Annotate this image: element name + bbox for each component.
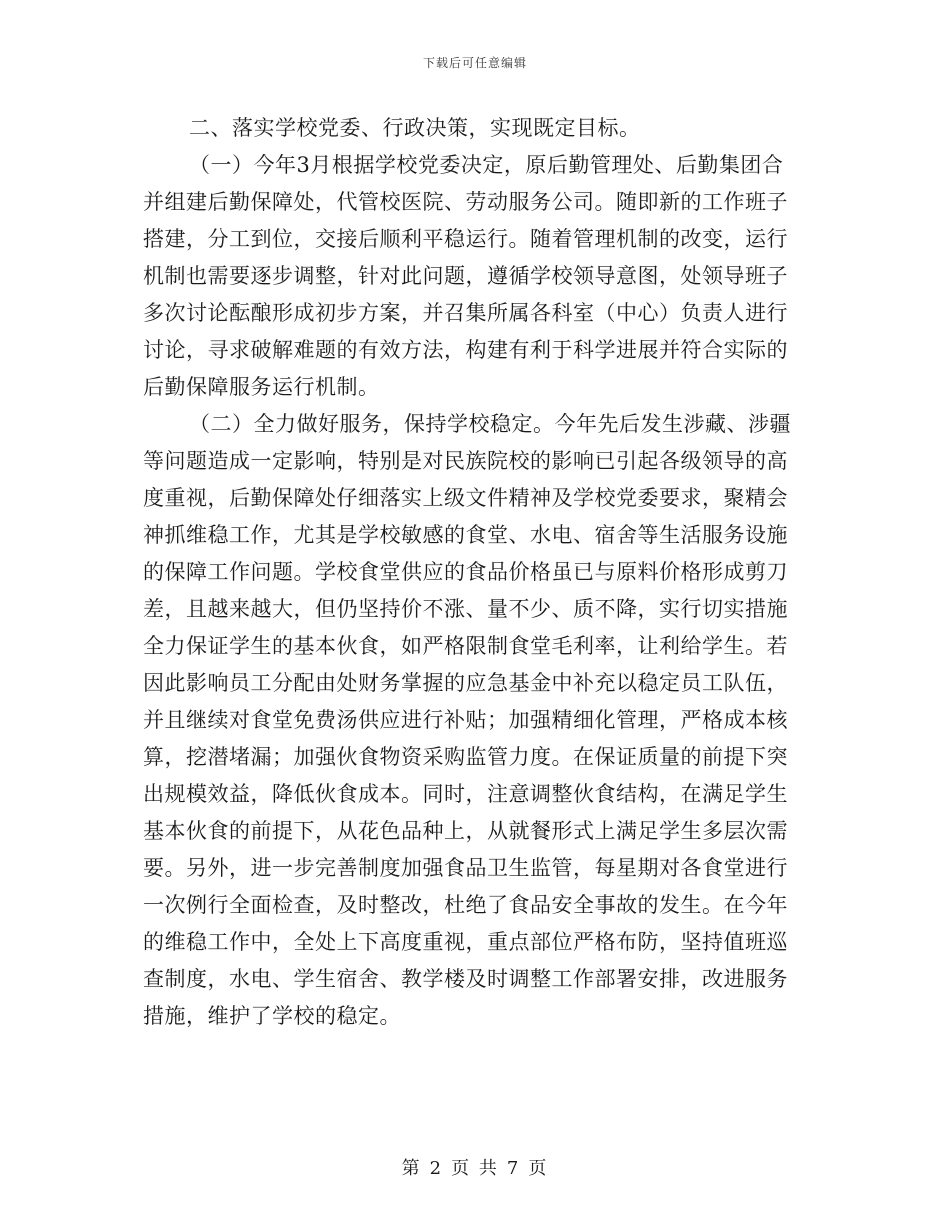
paragraph-line: 度重视，后勤保障处仔细落实上级文件精神及学校党委要求，聚精会 bbox=[143, 486, 788, 510]
paragraph-line: 算，挖潜堵漏；加强伙食物资采购监管力度。在保证质量的前提下突 bbox=[143, 745, 788, 769]
paragraph-line: 措施，维护了学校的稳定。 bbox=[143, 1004, 401, 1028]
section-heading: 二、落实学校党委、行政决策，实现既定目标。 bbox=[189, 116, 641, 140]
paragraph-2 bbox=[143, 406, 803, 1035]
footer-suffix: 页 bbox=[528, 1158, 549, 1179]
page-number: 2 bbox=[429, 1158, 444, 1179]
paragraph-line: 的维稳工作中，全处上下高度重视，重点部位严格布防，坚持值班巡 bbox=[143, 930, 788, 954]
document-body bbox=[143, 110, 803, 1035]
paragraph-line: 神抓维稳工作，尤其是学校敏感的食堂、水电、宿舍等生活服务设施 bbox=[143, 523, 788, 547]
footer-middle: 页 共 bbox=[451, 1158, 499, 1179]
paragraph-line: 全力保证学生的基本伙食，如严格限制食堂毛利率，让利给学生。若 bbox=[143, 634, 788, 658]
paragraph-line: （一）今年3月根据学校党委决定，原后勤管理处、后勤集团合 bbox=[189, 153, 784, 177]
paragraph-line: 的保障工作问题。学校食堂供应的食品价格虽已与原料价格形成剪刀 bbox=[143, 560, 788, 584]
paragraph-line: 并组建后勤保障处，代管校医院、劳动服务公司。随即新的工作班子 bbox=[143, 190, 788, 214]
paragraph-line: 出规模效益，降低伙食成本。同时，注意调整伙食结构，在满足学生 bbox=[143, 782, 788, 806]
footer-prefix: 第 bbox=[401, 1158, 422, 1179]
paragraph-line: 后勤保障服务运行机制。 bbox=[143, 375, 380, 399]
paragraph-line: 搭建，分工到位，交接后顺利平稳运行。随着管理机制的改变，运行 bbox=[143, 227, 788, 251]
paragraph-line: 并且继续对食堂免费汤供应进行补贴；加强精细化管理，严格成本核 bbox=[143, 708, 788, 732]
paragraph-line: 查制度，水电、学生宿舍、教学楼及时调整工作部署安排，改进服务 bbox=[143, 967, 788, 991]
page-footer bbox=[0, 1154, 950, 1180]
paragraph-line: （二）全力做好服务，保持学校稳定。今年先后发生涉藏、涉疆 bbox=[189, 412, 791, 436]
paragraph-line: 因此影响员工分配由处财务掌握的应急基金中补充以稳定员工队伍， bbox=[143, 671, 788, 695]
paragraph-line: 机制也需要逐步调整，针对此问题，遵循学校领导意图，处领导班子 bbox=[143, 264, 788, 288]
paragraph-line: 差，且越来越大，但仍坚持价不涨、量不少、质不降，实行切实措施 bbox=[143, 597, 788, 621]
total-pages: 7 bbox=[506, 1158, 521, 1179]
paragraph-line: 一次例行全面检查，及时整改，杜绝了食品安全事故的发生。在今年 bbox=[143, 893, 788, 917]
paragraph-line: 要。另外，进一步完善制度加强食品卫生监管，每星期对各食堂进行 bbox=[143, 856, 788, 880]
paragraph-line: 等问题造成一定影响，特别是对民族院校的影响已引起各级领导的高 bbox=[143, 449, 788, 473]
paragraph-line: 基本伙食的前提下，从花色品种上，从就餐形式上满足学生多层次需 bbox=[143, 819, 788, 843]
paragraph-line: 讨论，寻求破解难题的有效方法，构建有利于科学进展并符合实际的 bbox=[143, 338, 788, 362]
page-header-note: 下载后可任意编辑 bbox=[422, 56, 527, 70]
paragraph-1 bbox=[143, 147, 803, 406]
paragraph-line: 多次讨论酝酿形成初步方案，并召集所属各科室（中心）负责人进行 bbox=[143, 301, 788, 325]
